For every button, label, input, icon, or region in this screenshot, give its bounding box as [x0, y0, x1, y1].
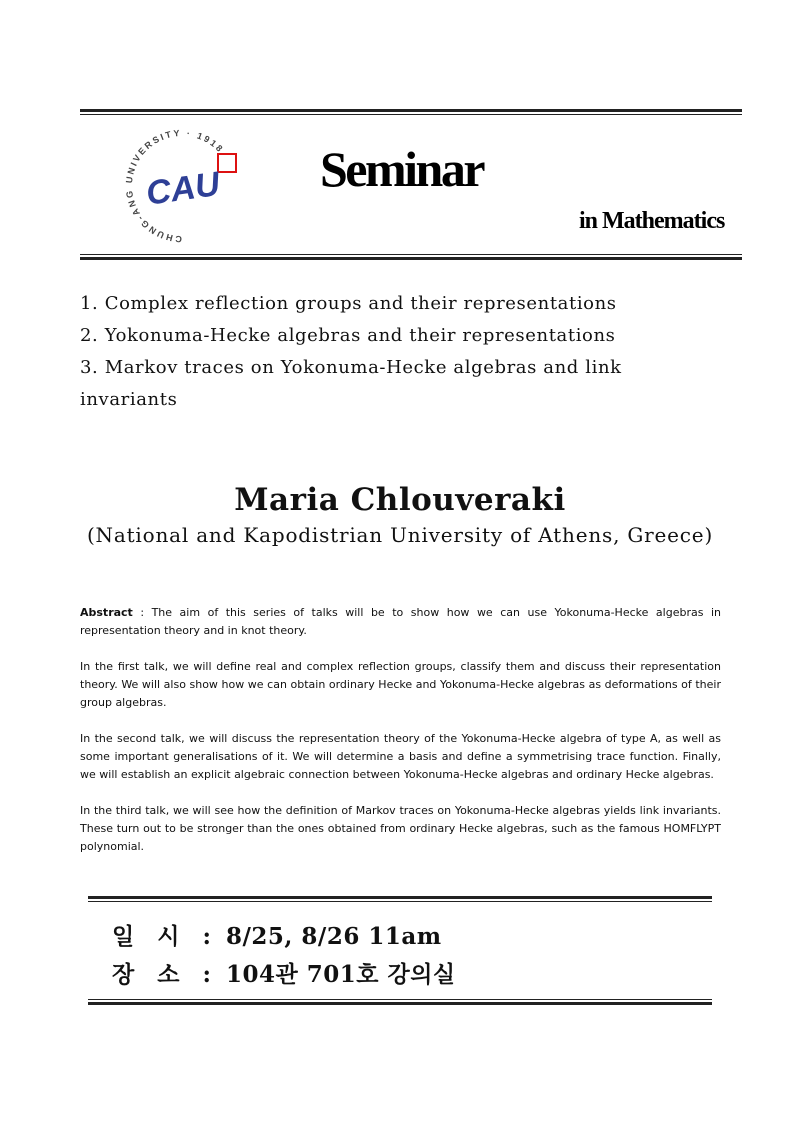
abstract-label: Abstract: [80, 606, 133, 619]
info-bottom-rule: [88, 1002, 712, 1005]
abstract: [80, 604, 721, 874]
speaker-name: Maria Chlouveraki: [234, 482, 566, 518]
place-label: 장 소 :: [112, 961, 212, 988]
header-top-rule-thin: [80, 114, 742, 115]
cau-logo: [122, 128, 242, 244]
header-bottom-rule-thin: [80, 254, 742, 255]
topic-item: 2. Yokonuma-Hecke algebras and their representations: [80, 325, 616, 346]
topic-item: 1. Complex reflection groups and their representations: [80, 293, 617, 314]
header-bottom-rule: [80, 257, 742, 260]
date-value: 8/25, 8/26 11am: [226, 923, 442, 950]
seminar-subtitle: in Mathematics: [579, 208, 725, 234]
seminar-title: Seminar: [320, 141, 484, 197]
abstract-paragraph: In the first talk, we will define real and complex reflection groups, classify them and discuss their representation theory. We will also show how we can obtain ordinary Hecke and Yokonuma-Hecke algebras as deformations of their group algebras.: [80, 660, 721, 709]
abstract-paragraph: In the second talk, we will discuss the representation theory of the Yokonuma-Hecke algebra of type A, as well as some important generalisations of it. We will determine a basis and define a symmetrising trace function. Finally, we will establish an explicit algebraic connection between Yokonuma-Hecke algebras and ordinary Hecke algebras.: [80, 732, 721, 781]
date-label: 일 시 :: [112, 923, 212, 950]
logo-ring-text: CHUNG-ANG UNIVERSITY · 1918: [123, 128, 227, 244]
place-value: 104관 701호 강의실: [226, 961, 456, 988]
place-row: [112, 956, 456, 989]
header-top-rule: [80, 109, 742, 112]
info-bottom-rule-thin: [88, 999, 712, 1000]
info-top-rule-thin: [88, 901, 712, 902]
date-row: [112, 918, 442, 951]
logo-red-square: [218, 154, 236, 172]
topic-item: 3. Markov traces on Yokonuma-Hecke algebras and link invariants: [80, 357, 622, 410]
info-top-rule: [88, 896, 712, 899]
topic-list: [80, 288, 720, 416]
abstract-paragraph: In the third talk, we will see how the definition of Markov traces on Yokonuma-Hecke algebras yields link invariants. These turn out to be stronger than the ones obtained from ordinary Hecke algebras, such as the famous HOMFLYPT polynomial.: [80, 804, 721, 853]
speaker-affiliation: (National and Kapodistrian University of Athens, Greece): [86, 523, 714, 547]
logo-text: CAU: [143, 164, 223, 213]
abstract-intro: [80, 604, 721, 640]
abstract-intro-text: : The aim of this series of talks will be to show how we can use Yokonuma-Hecke algebras in representation theory and in knot theory.: [80, 606, 721, 637]
